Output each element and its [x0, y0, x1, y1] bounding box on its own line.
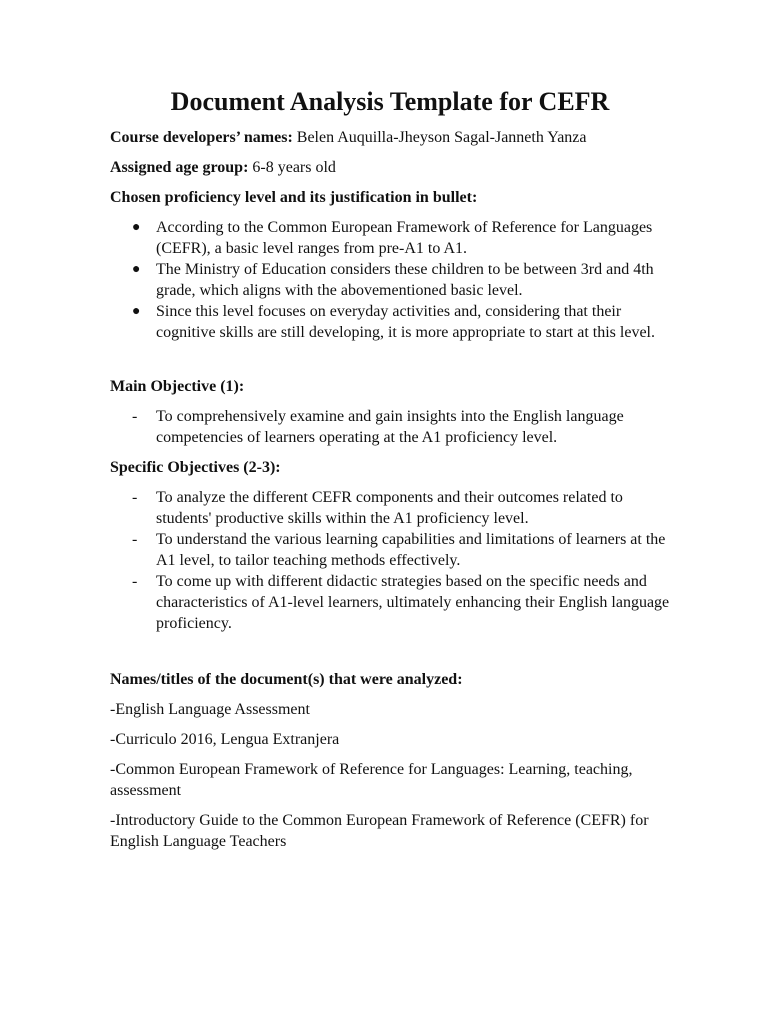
list-item-text: To understand the various learning capabilities and limitations of learners at the A1 level, to tailor teaching methods effectively. — [156, 531, 666, 569]
list-item-text: To come up with different didactic strategies based on the specific needs and characteristics of A1-level learners, ultimately enhancing their English language proficiency. — [156, 573, 670, 632]
document-item: -Introductory Guide to the Common European Framework of Reference (CEFR) for English Language Teachers — [110, 812, 649, 850]
main-objective-heading: Main Objective (1): — [110, 378, 245, 395]
age-group-label: Assigned age group: — [110, 159, 249, 176]
list-item-text: Since this level focuses on everyday activities and, considering that their cognitive skills are still developing, it is more appropriate to start at this level. — [156, 303, 655, 341]
course-developers-field — [110, 127, 670, 148]
main-objective-list — [110, 406, 670, 448]
document-page — [110, 86, 670, 861]
list-item — [110, 217, 670, 259]
list-item — [110, 406, 670, 448]
spacer — [110, 634, 670, 669]
list-item — [110, 301, 670, 343]
document-item: -Common European Framework of Reference for Languages: Learning, teaching, assessment — [110, 761, 633, 799]
list-item-text: To analyze the different CEFR components and their outcomes related to students' productive skills within the A1 proficiency level. — [156, 489, 623, 527]
age-group-value: 6-8 years old — [248, 159, 336, 176]
page-title: Document Analysis Template for CEFR — [170, 87, 610, 116]
course-developers-label: Course developers’ names: — [110, 129, 293, 146]
bullet-icon: ● — [132, 262, 141, 277]
specific-objectives-list — [110, 487, 670, 634]
document-item: -English Language Assessment — [110, 701, 310, 718]
specific-objectives-heading: Specific Objectives (2-3): — [110, 459, 281, 476]
list-item-text: The Ministry of Education considers these children to be between 3rd and 4th grade, which aligns with the abovementioned basic level. — [156, 261, 654, 299]
list-item — [110, 487, 670, 529]
document-item: -Curriculo 2016, Lengua Extranjera — [110, 731, 340, 748]
bullet-icon: ● — [132, 220, 141, 235]
age-group-field — [110, 157, 670, 178]
list-item-text: To comprehensively examine and gain insights into the English language competencies of learners operating at the A1 proficiency level. — [156, 408, 624, 446]
list-item — [110, 259, 670, 301]
course-developers-value: Belen Auquilla-Jheyson Sagal-Janneth Yanza — [292, 129, 587, 146]
proficiency-list — [110, 217, 670, 343]
list-item — [110, 571, 670, 634]
dash-icon: - — [132, 531, 138, 548]
dash-icon: - — [132, 573, 138, 590]
list-item — [110, 529, 670, 571]
list-item-text: According to the Common European Framework of Reference for Languages (CEFR), a basic level ranges from pre-A1 to A1. — [156, 219, 653, 257]
dash-icon: - — [132, 408, 138, 425]
spacer — [110, 448, 670, 457]
documents-heading: Names/titles of the document(s) that were analyzed: — [110, 671, 463, 688]
dash-icon: - — [132, 489, 138, 506]
spacer — [110, 343, 670, 376]
bullet-icon: ● — [132, 304, 141, 319]
proficiency-heading: Chosen proficiency level and its justification in bullet: — [110, 189, 478, 206]
